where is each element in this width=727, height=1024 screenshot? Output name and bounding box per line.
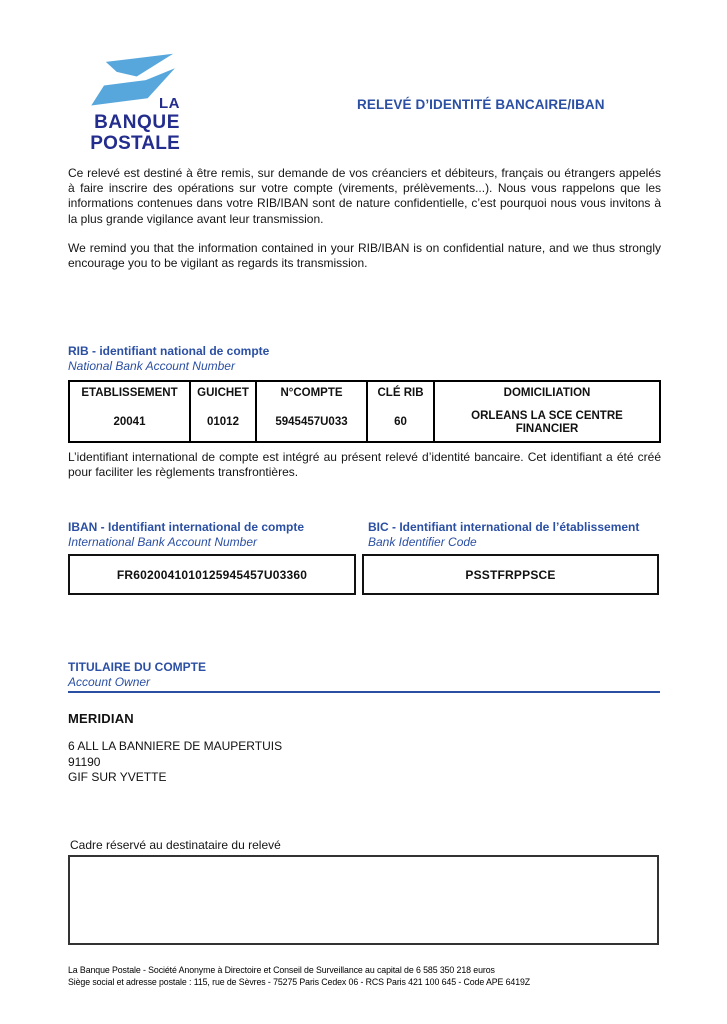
logo-line-la: LA [159, 95, 180, 112]
owner-section-divider [68, 691, 660, 693]
iban-value-box [68, 554, 356, 595]
rib-cell-compte [256, 381, 367, 442]
rib-header-cle: CLÉ RIB [377, 387, 424, 399]
owner-section-heading: TITULAIRE DU COMPTE [68, 660, 206, 674]
footer-line-company: La Banque Postale - Société Anonyme à Directoire et Conseil de Surveillance au capital de 6 585 350 218 euros [68, 965, 495, 975]
document-title: RELEVÉ D’IDENTITÉ BANCAIRE/IBAN [357, 97, 605, 112]
rib-value-domiciliation: ORLEANS LA SCE CENTRE FINANCIER [471, 409, 623, 435]
rib-cell-etablissement [69, 381, 190, 442]
rib-cell-domiciliation [434, 381, 660, 442]
rib-header-compte: N°COMPTE [280, 387, 343, 399]
reserved-frame-label: Cadre réservé au destinataire du relevé [70, 838, 281, 852]
rib-section-heading: RIB - identifiant national de compte [68, 344, 270, 358]
rib-header-guichet: GUICHET [197, 387, 249, 399]
iban-note-paragraph: L’identifiant international de compte est intégré au présent relevé d’identité bancaire. Cet identifiant a été créé pour faciliter les règlements transfrontières. [68, 450, 661, 480]
la-banque-postale-logo [70, 50, 182, 153]
rib-header-etablissement: ETABLISSEMENT [81, 387, 178, 399]
rib-value-cle: 60 [394, 416, 407, 429]
rib-table-row [69, 381, 660, 442]
rib-value-etablissement: 20041 [113, 416, 146, 429]
iban-section-heading: IBAN - Identifiant international de compte [68, 520, 305, 534]
rib-value-compte: 5945457U033 [275, 416, 348, 429]
reserved-frame-box [68, 855, 659, 945]
intro-paragraph-english: We remind you that the information contained in your RIB/IBAN is on confidential nature, and we thus strongly encourage you to be vigilant as regards its transmission. [68, 241, 661, 271]
logo-line-banque: BANQUE [94, 112, 180, 133]
rib-table [68, 380, 661, 443]
rib-section-subheading: National Bank Account Number [68, 359, 235, 373]
footer-line-address: Siège social et adresse postale : 115, rue de Sèvres - 75275 Paris Cedex 06 - RCS Paris 421 100 645 - Code APE 6419Z [68, 977, 531, 987]
iban-value: FR6020041010125945457U03360 [116, 567, 308, 582]
address-line-city: GIF SUR YVETTE [68, 770, 167, 784]
iban-section-subheading: International Bank Account Number [68, 535, 257, 549]
account-owner-address [68, 739, 282, 786]
bic-section-heading: BIC - Identifiant international de l’établissement [368, 520, 640, 534]
rib-value-guichet: 01012 [207, 416, 239, 429]
rib-header-domiciliation: DOMICILIATION [503, 387, 591, 399]
bic-section-subheading: Bank Identifier Code [368, 535, 477, 549]
rib-cell-guichet [190, 381, 256, 442]
logo-line-postale: POSTALE [90, 133, 180, 154]
account-owner-name: MERIDIAN [68, 711, 134, 726]
owner-section-subheading: Account Owner [68, 675, 151, 689]
intro-paragraph-french: Ce relevé est destiné à être remis, sur demande de vos créanciers et débiteurs, français ou étrangers appelés à faire inscrire des opérations sur votre compte (virements, prélèvements...). Nous vous rappelons que les informations contenues dans votre RIB/IBAN sont de nature confidentielle, c’est pourquoi nous vous invitons à la plus grande vigilance avant leur transmission. [68, 166, 661, 226]
address-line-postcode: 91190 [68, 754, 101, 769]
logo-wordmark [70, 96, 182, 153]
address-line-street: 6 ALL LA BANNIERE DE MAUPERTUIS [68, 739, 283, 753]
rib-cell-cle [367, 381, 434, 442]
legal-footer [68, 964, 530, 988]
bic-value-box [362, 554, 659, 595]
bic-value: PSSTFRPPSCE [465, 567, 556, 582]
